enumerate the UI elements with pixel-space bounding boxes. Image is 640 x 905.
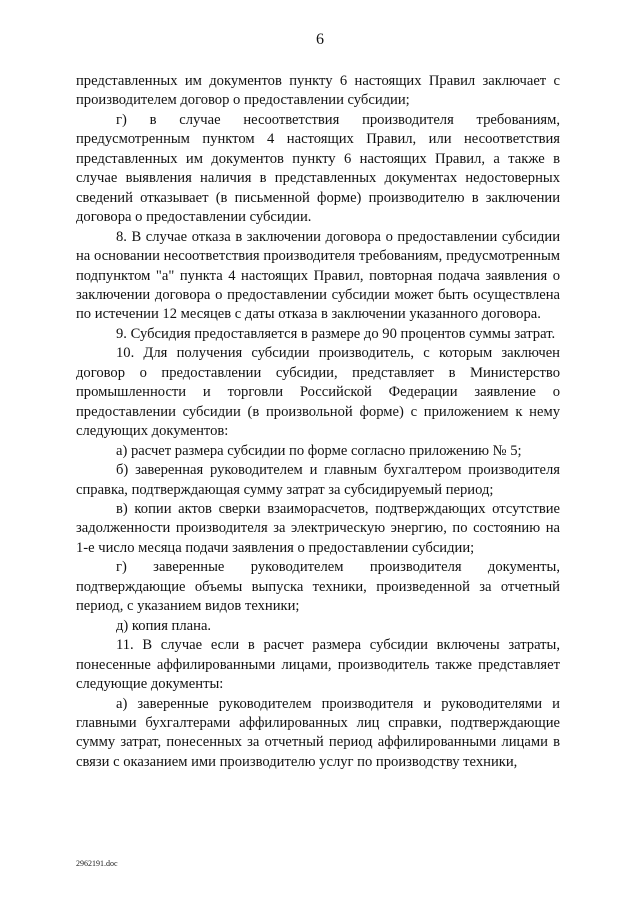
list-item-b-certificate: б) заверенная руководителем и главным бухгалтером производителя справка, подтверждающая сумму затрат за субсидируемый период; — [76, 462, 560, 498]
document-file-reference: 2962191.doc — [76, 859, 118, 868]
page-number: 6 — [316, 31, 324, 48]
list-item-a-affiliated-certificates: а) заверенные руководителем производителя и руководителями и главными бухгалтерами аффилированных лиц справки, подтверждающие сумму затрат, понесенных за отчетный период аффилированными лицами в связи с оказанием ими производителю услуг по производству техники, — [76, 695, 560, 770]
list-item-d-plan-copy: д) копия плана. — [116, 617, 212, 634]
document-body — [76, 72, 560, 772]
list-item-v-reconciliation: в) копии актов сверки взаиморасчетов, подтверждающих отсутствие задолженности производителя за электрическую энергию, по состоянию на 1-е число месяца подачи заявления о предоставлении субсидии; — [76, 500, 560, 556]
paragraph-item-11: 11. В случае если в расчет размера субсидии включены затраты, понесенные аффилированными лицами, производитель также представляет следующие документы: — [76, 637, 560, 693]
list-item-a-calculation: а) расчет размера субсидии по форме согласно приложению № 5; — [116, 442, 522, 459]
paragraph-item-10: 10. Для получения субсидии производитель, с которым заключен договор о предоставлении субсидии, представляет в Министерство промышленности и торговли Российской Федерации заявление о предоставлении субсидии (в произвольной форме) с приложением к нему следующих документов: — [76, 345, 560, 440]
paragraph-subitem-g-refusal: г) в случае несоответствия производителя требованиям, предусмотренным пунктом 4 настоящих Правил, или несоответствия представленных им документов пункту 6 настоящих Правил, а также в случае выявления наличия в представленных документах недостоверных сведений отказывает (в письменной форме) производителю в заключении договора о предоставлении субсидии. — [76, 111, 560, 226]
paragraph-item-8: 8. В случае отказа в заключении договора о предоставлении субсидии на основании несоответствия производителя требованиям, предусмотренным подпунктом "а" пункта 4 настоящих Правил, повторная подача заявления о заключении договора о предоставлении субсидии может быть осуществлена по истечении 12 месяцев с даты отказа в заключении указанного договора. — [76, 228, 560, 323]
list-item-g-output-documents: г) заверенные руководителем производителя документы, подтверждающие объемы выпуска техники, произведенной за отчетный период, с указанием видов техники; — [76, 559, 560, 615]
paragraph-item-9: 9. Субсидия предоставляется в размере до 90 процентов суммы затрат. — [116, 325, 556, 342]
paragraph-continuation: представленных им документов пункту 6 настоящих Правил заключает с производителем договор о предоставлении субсидии; — [76, 73, 560, 109]
